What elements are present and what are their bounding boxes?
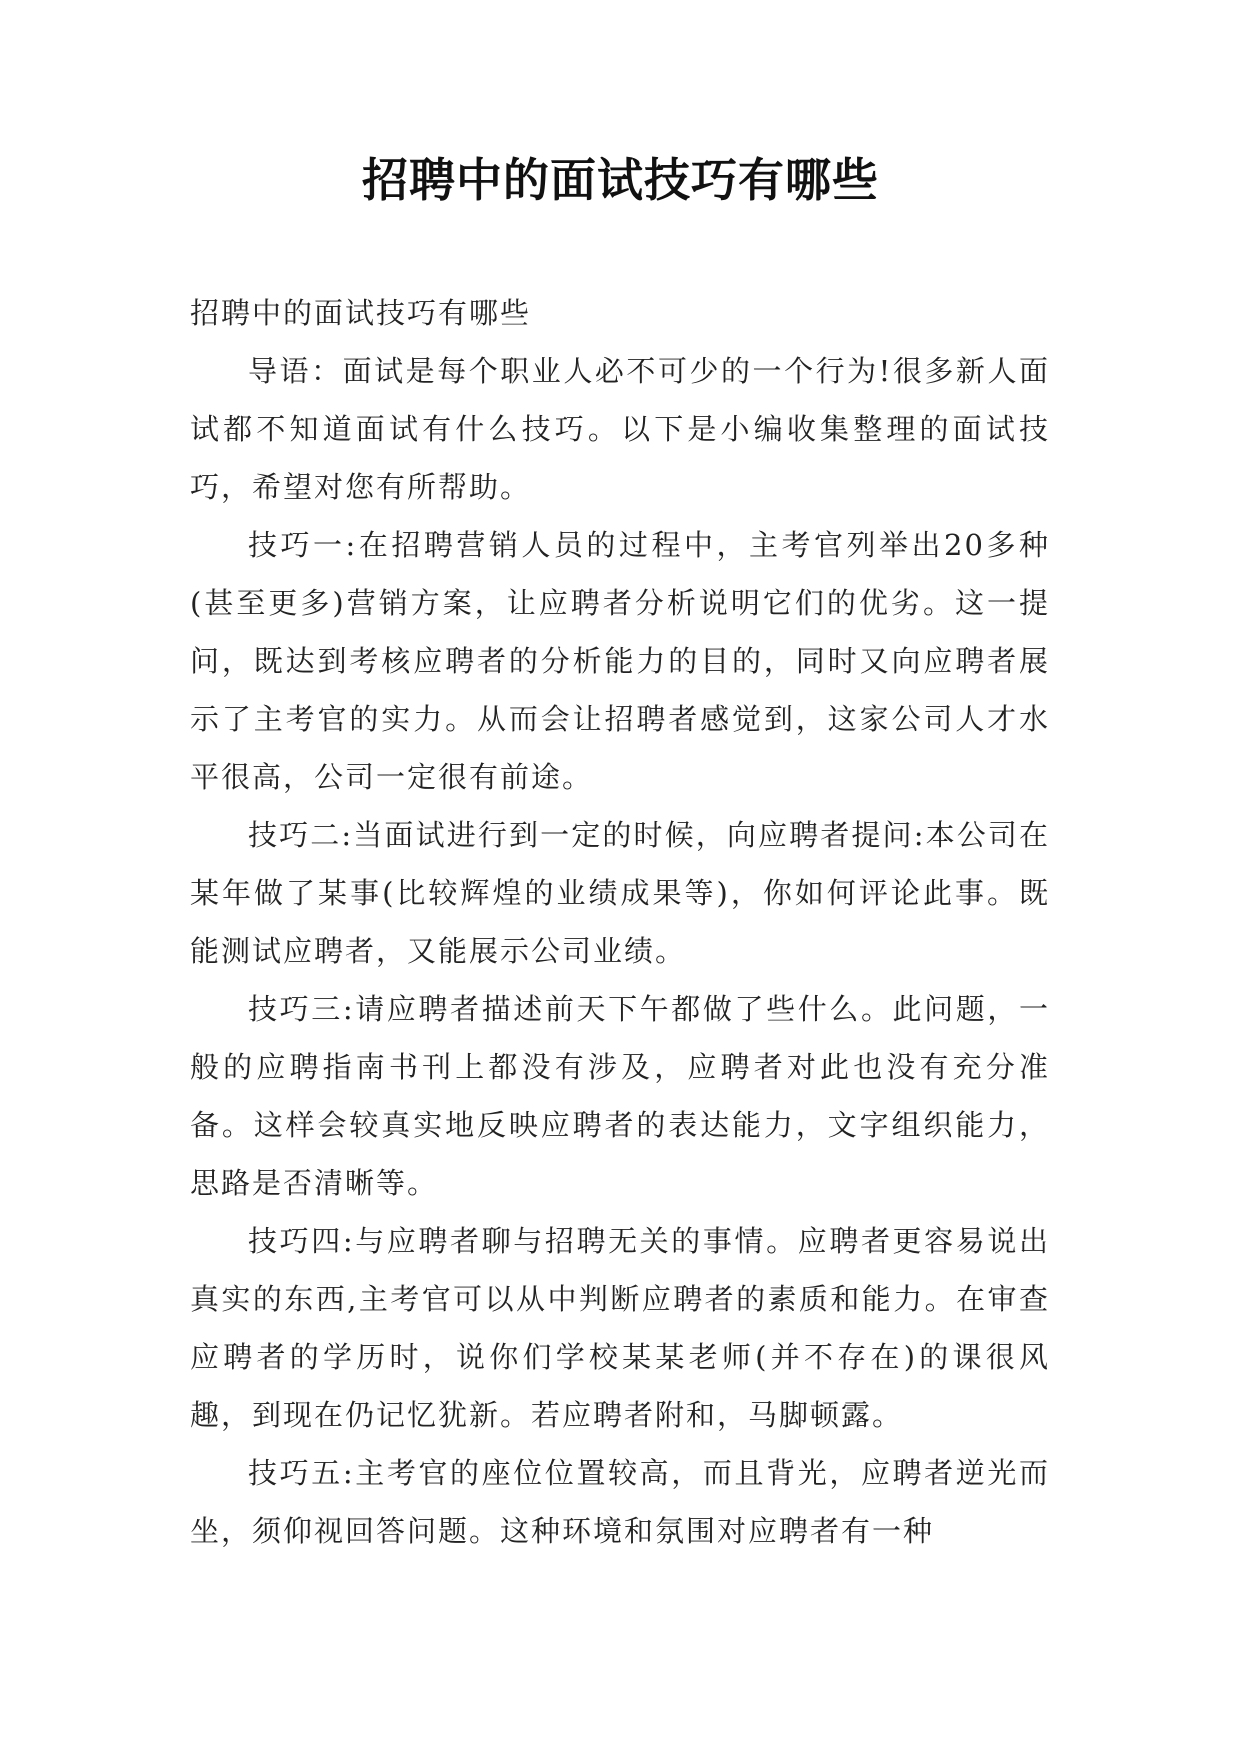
paragraph-tip-2: 技巧二:当面试进行到一定的时候，向应聘者提问:本公司在某年做了某事(比较辉煌的业绩成果等)，你如何评论此事。既能测试应聘者，又能展示公司业绩。 xyxy=(190,818,1050,968)
paragraph-tip-5: 技巧五:主考官的座位位置较高，而且背光，应聘者逆光而坐，须仰视回答问题。这种环境和氛围对应聘者有一种 xyxy=(190,1456,1050,1548)
document-body xyxy=(190,284,1050,1560)
document-title: 招聘中的面试技巧有哪些 xyxy=(362,153,879,207)
paragraph-tip-1: 技巧一:在招聘营销人员的过程中，主考官列举出20多种(甚至更多)营销方案，让应聘者分析说明它们的优劣。这一提问，既达到考核应聘者的分析能力的目的，同时又向应聘者展示了主考官的实力。从而会让招聘者感觉到，这家公司人才水平很高，公司一定很有前途。 xyxy=(190,528,1050,794)
paragraph-tip-3: 技巧三:请应聘者描述前天下午都做了些什么。此问题，一般的应聘指南书刊上都没有涉及，应聘者对此也没有充分准备。这样会较真实地反映应聘者的表达能力，文字组织能力，思路是否清晰等。 xyxy=(190,992,1050,1200)
paragraph-tip-4: 技巧四:与应聘者聊与招聘无关的事情。应聘者更容易说出真实的东西,主考官可以从中判断应聘者的素质和能力。在审查应聘者的学历时，说你们学校某某老师(并不存在)的课很风趣，到现在仍记忆犹新。若应聘者附和，马脚顿露。 xyxy=(190,1224,1050,1432)
paragraph-intro: 导语：面试是每个职业人必不可少的一个行为!很多新人面试都不知道面试有什么技巧。以下是小编收集整理的面试技巧，希望对您有所帮助。 xyxy=(190,354,1050,504)
document-subtitle: 招聘中的面试技巧有哪些 xyxy=(190,296,532,330)
